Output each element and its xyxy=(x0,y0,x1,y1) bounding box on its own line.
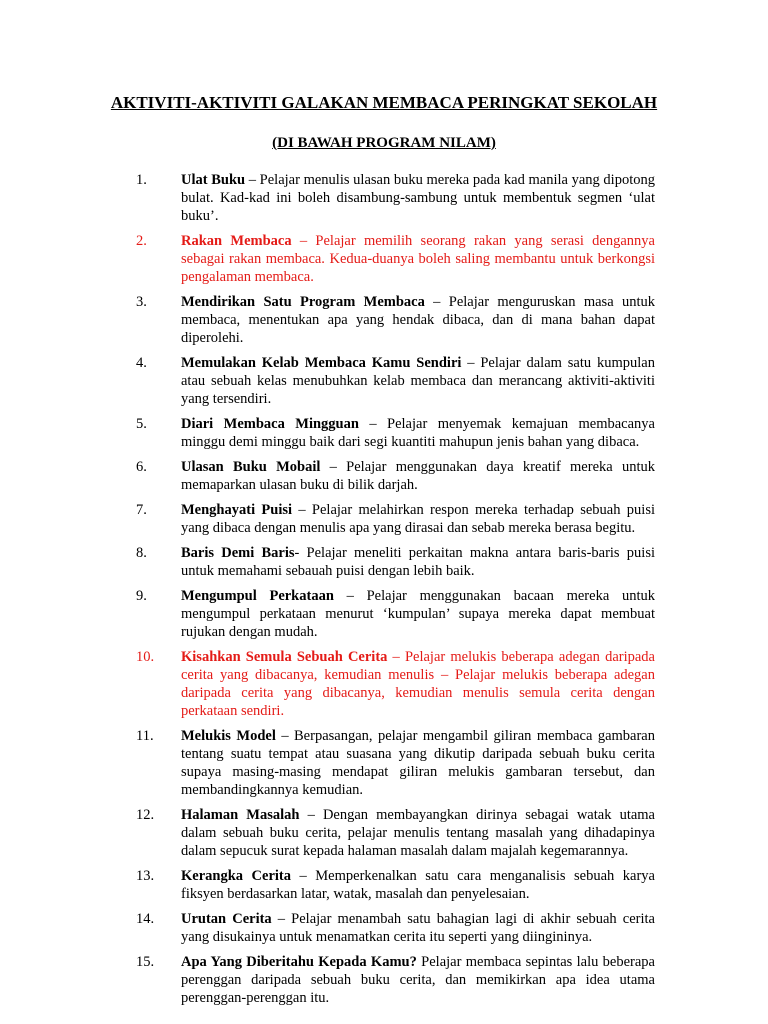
list-item xyxy=(0,354,768,408)
item-body xyxy=(181,354,655,408)
list-item xyxy=(0,293,768,347)
item-body xyxy=(181,544,655,580)
item-body xyxy=(181,458,655,494)
list-item xyxy=(0,171,768,225)
item-number: 3. xyxy=(136,294,147,310)
item-number: 14. xyxy=(136,911,155,927)
item-number: 13. xyxy=(136,868,155,884)
item-text: – Pelajar dalam satu kumpulan atau sebuah kelas menubuhkan kelab membaca dan merancang aktiviti-aktiviti yang tersendiri. xyxy=(181,355,655,407)
list-item xyxy=(0,806,768,860)
item-term: Memulakan Kelab Membaca Kamu Sendiri xyxy=(181,355,462,371)
item-number: 1. xyxy=(136,172,147,188)
item-number: 11. xyxy=(136,728,154,744)
item-term: Menghayati Puisi xyxy=(181,502,293,518)
list-item xyxy=(0,648,768,720)
item-text: – Pelajar menggunakan daya kreatif mereka untuk memaparkan ulasan buku di bilik darjah. xyxy=(181,459,655,493)
item-term: Ulat Buku xyxy=(181,172,246,188)
list-item xyxy=(0,910,768,946)
item-term: Halaman Masalah xyxy=(181,807,300,823)
list-item xyxy=(0,544,768,580)
document-subtitle: (DI BAWAH PROGRAM NILAM) xyxy=(272,135,496,151)
item-text: – Memperkenalkan satu cara menganalisis sebuah karya fiksyen berdasarkan latar, watak, masalah dan penyelesaian. xyxy=(181,868,655,902)
item-term: Urutan Cerita xyxy=(181,911,272,927)
item-term: Rakan Membaca xyxy=(181,233,292,249)
item-body xyxy=(181,415,655,451)
list-item xyxy=(0,953,768,1007)
item-text: – Pelajar menguruskan masa untuk membaca, menentukan apa yang hendak dibaca, dan di mana bahan dapat diperolehi. xyxy=(181,294,655,346)
item-body xyxy=(181,501,655,537)
item-text: – Pelajar menambah satu bahagian lagi di akhir sebuah cerita yang disukainya untuk menamatkan cerita itu seperti yang diingininya. xyxy=(181,911,655,945)
item-body xyxy=(181,232,655,286)
list-item xyxy=(0,232,768,286)
document-title: AKTIVITI-AKTIVITI GALAKAN MEMBACA PERINGKAT SEKOLAH xyxy=(110,93,658,112)
list-item xyxy=(0,867,768,903)
item-term: Baris Demi Baris xyxy=(181,545,295,561)
item-number: 7. xyxy=(136,502,147,518)
item-term: Kerangka Cerita xyxy=(181,868,291,884)
item-text: Pelajar membaca sepintas lalu beberapa perenggan daripada sebuah buku cerita, dan memikirkan apa idea utama perenggan-perenggan itu. xyxy=(181,954,655,1006)
item-term: Diari Membaca Mingguan xyxy=(181,416,359,432)
list-item xyxy=(0,458,768,494)
item-term: Kisahkan Semula Sebuah Cerita xyxy=(181,649,388,665)
item-text: – Pelajar melukis beberapa adegan daripada cerita yang dibacanya, kemudian menulis – Pelajar melukis beberapa adegan daripada cerita yang dibacanya, kemudian menulis semula cerita dengan perkataan sendiri. xyxy=(181,649,655,719)
item-term: Apa Yang Diberitahu Kepada Kamu? xyxy=(181,954,417,970)
item-text: - Pelajar meneliti perkaitan makna antara baris-baris puisi untuk memahami sebauah puisi dengan lebih baik. xyxy=(181,545,655,579)
item-text: – Dengan membayangkan dirinya sebagai watak utama dalam sebuah buku cerita, pelajar menulis tentang masalah yang dihadapinya dalam sepucuk surat kepada halaman masalah dalam majalah kegemarannya. xyxy=(181,807,655,859)
item-body xyxy=(181,648,655,720)
item-body xyxy=(181,953,655,1007)
item-body xyxy=(181,587,655,641)
list-item xyxy=(0,587,768,641)
item-number: 4. xyxy=(136,355,147,371)
item-text: – Pelajar memilih seorang rakan yang serasi dengannya sebagai rakan membaca. Kedua-duanya boleh saling membantu untuk berkongsi pengalaman membaca. xyxy=(181,233,655,285)
item-body xyxy=(181,171,655,225)
item-text: – Berpasangan, pelajar mengambil giliran membaca gambaran tentang suatu tempat atau suasana yang dikutip daripada sebuah buku cerita supaya masing-masing mendapat giliran melukis gambaran tersebut, dan membandingkannya kemudian. xyxy=(181,728,655,798)
list-item xyxy=(0,501,768,537)
item-term: Melukis Model xyxy=(181,728,276,744)
item-number: 6. xyxy=(136,459,147,475)
list-item xyxy=(0,727,768,799)
item-text: – Pelajar menggunakan bacaan mereka untuk mengumpul perkataan menurut ‘kumpulan’ supaya mereka dapat membuat rujukan dengan mudah. xyxy=(181,588,656,640)
item-body xyxy=(181,727,655,799)
item-term: Ulasan Buku Mobail xyxy=(181,459,321,475)
item-number: 2. xyxy=(136,233,147,249)
item-term: Mengumpul Perkataan xyxy=(181,588,334,604)
item-term: Mendirikan Satu Program Membaca xyxy=(181,294,425,310)
item-body xyxy=(181,806,655,860)
activity-list xyxy=(0,171,768,1014)
list-item xyxy=(0,415,768,451)
item-number: 5. xyxy=(136,416,147,432)
item-text: – Pelajar menyemak kemajuan membacanya minggu demi minggu baik dari segi kuantiti mahupun jenis bahan yang dibaca. xyxy=(181,416,655,450)
item-body xyxy=(181,293,655,347)
item-number: 8. xyxy=(136,545,147,561)
item-number: 10. xyxy=(136,649,155,665)
item-number: 12. xyxy=(136,807,155,823)
item-text: – Pelajar menulis ulasan buku mereka pada kad manila yang dipotong bulat. Kad-kad ini boleh disambung-sambung untuk membentuk segmen ‘ulat buku’. xyxy=(181,172,655,224)
item-number: 15. xyxy=(136,954,155,970)
item-text: – Pelajar melahirkan respon mereka terhadap sebuah puisi yang dibaca dengan menulis apa yang dirasai dan sebab mereka berasa begitu. xyxy=(181,502,655,536)
item-number: 9. xyxy=(136,588,147,604)
item-body xyxy=(181,867,655,903)
item-body xyxy=(181,910,655,946)
